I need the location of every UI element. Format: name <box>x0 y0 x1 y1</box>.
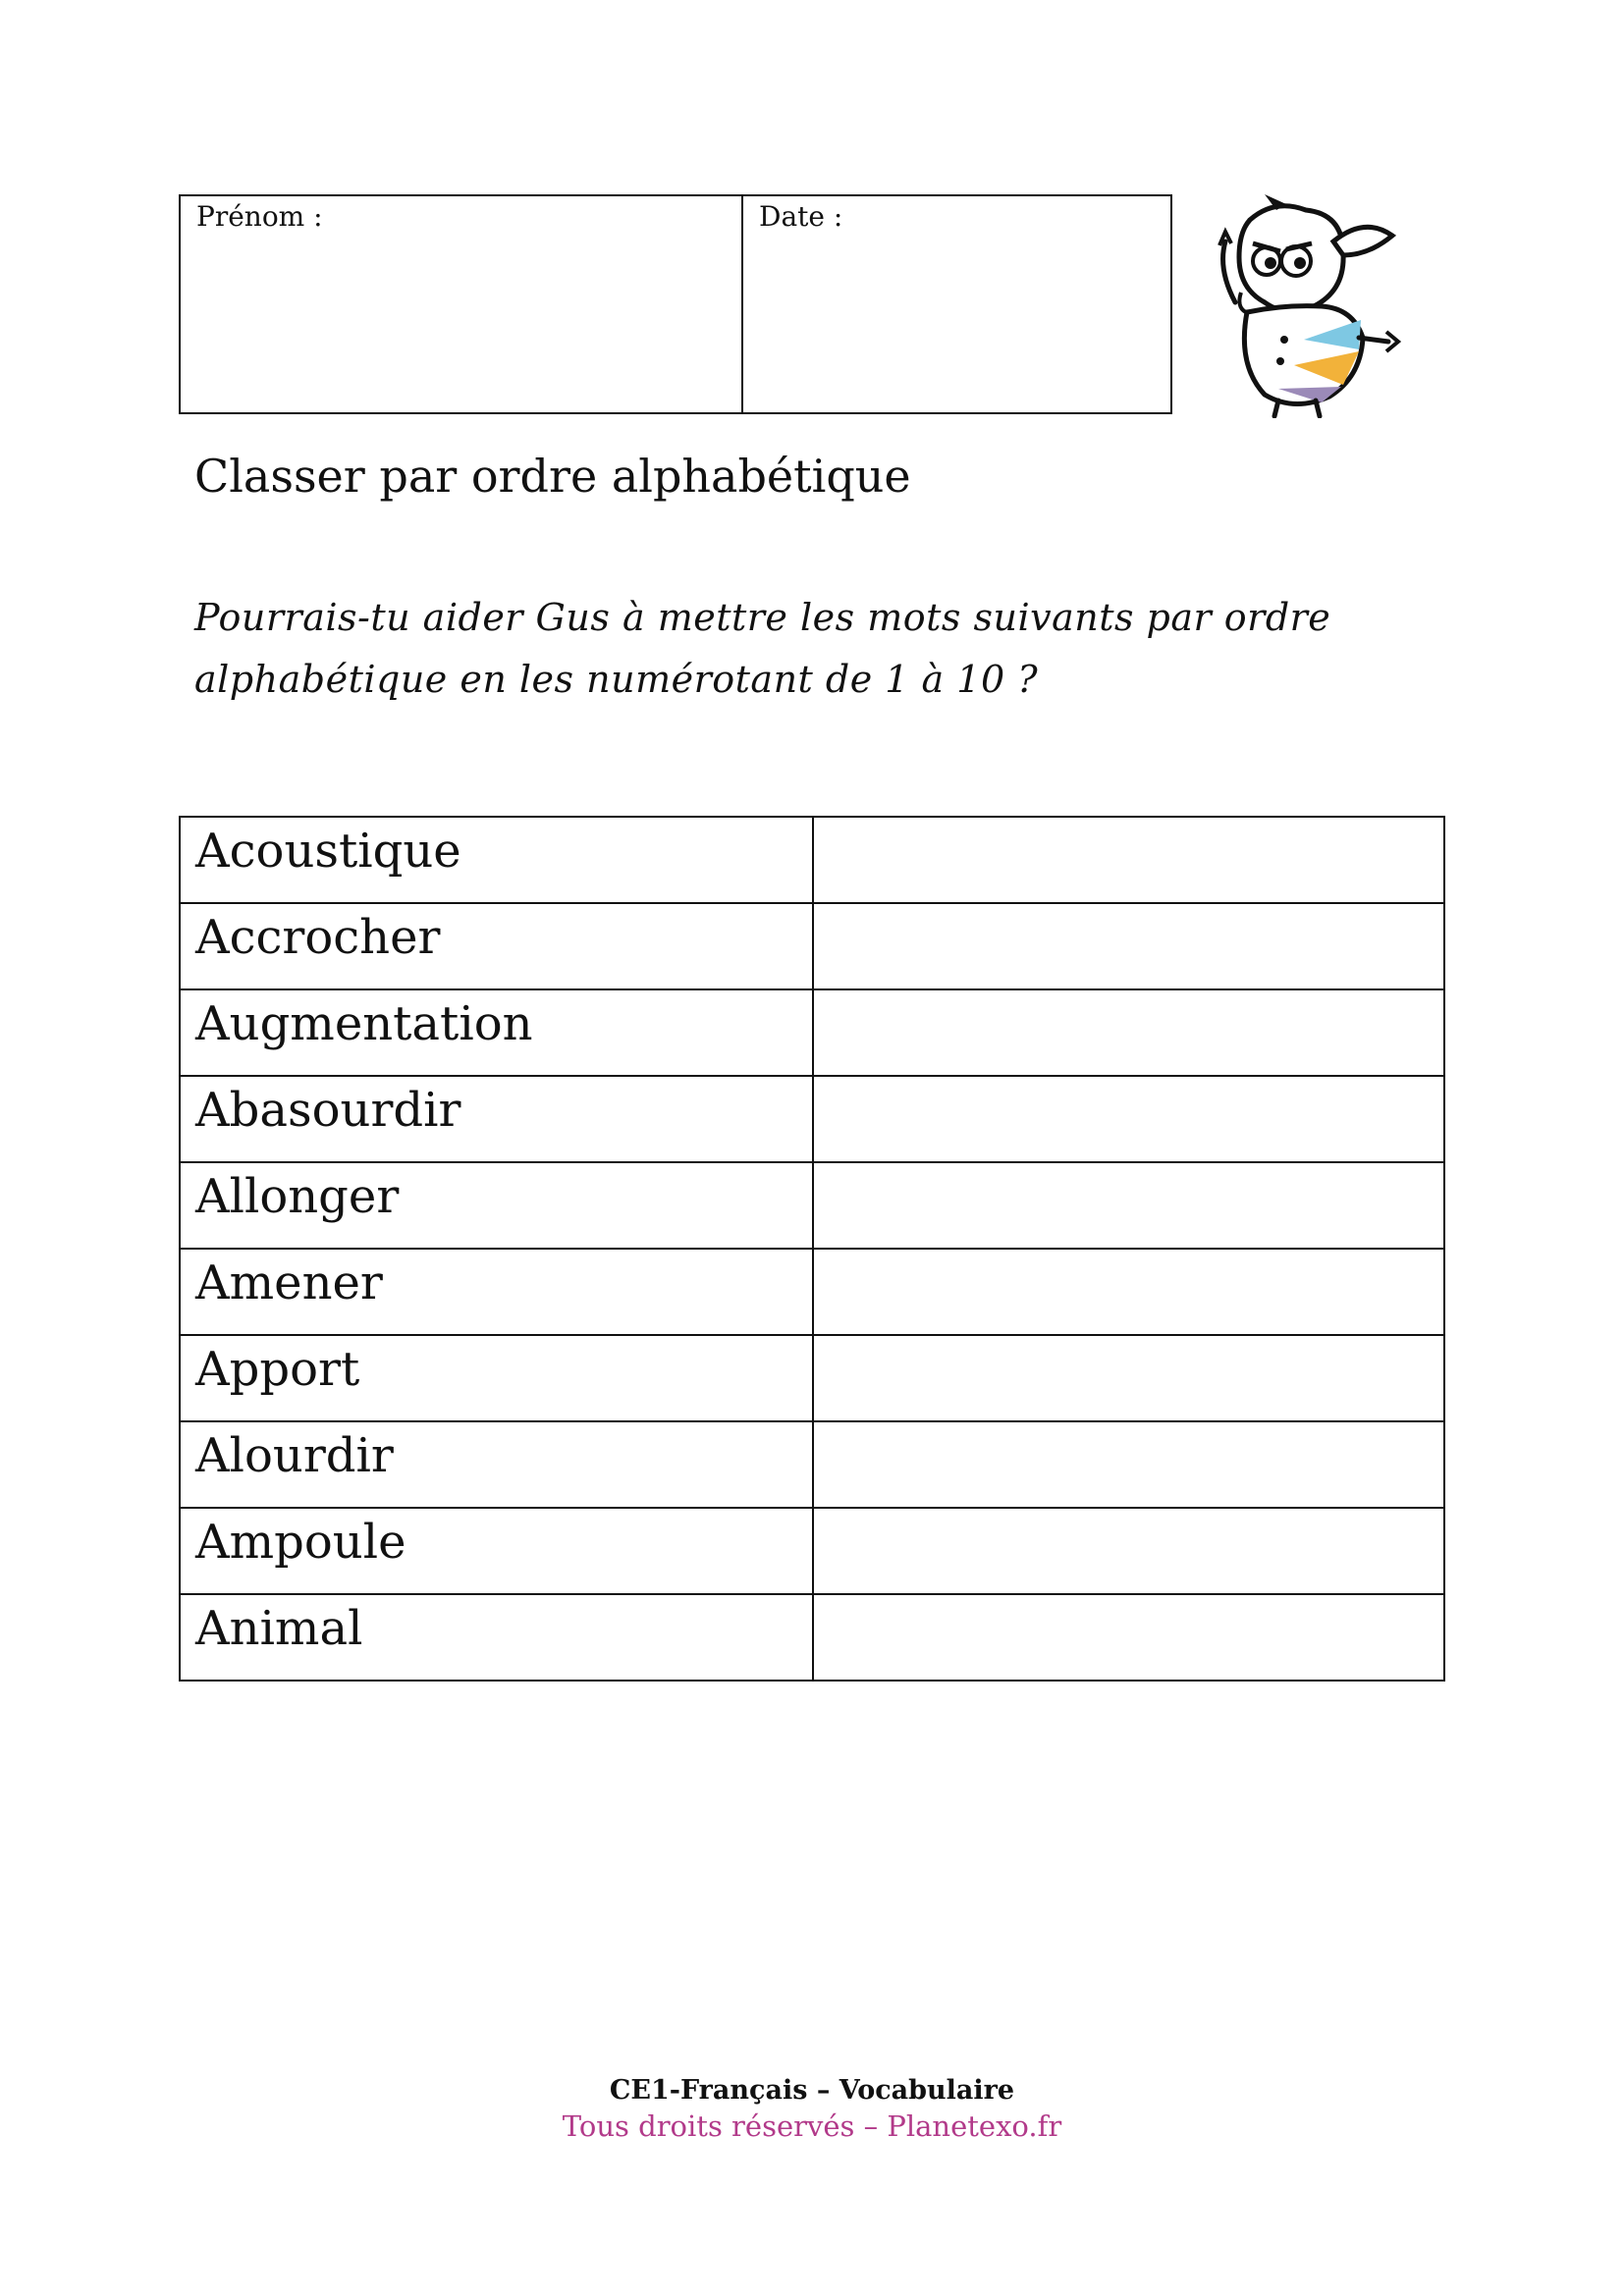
first-name-field[interactable] <box>181 196 743 412</box>
words-table <box>179 816 1445 1682</box>
word-cell: Acoustique <box>180 817 813 903</box>
instruction-line-2: alphabétique en les numérotant de 1 à 10 ? <box>194 658 1039 701</box>
word-cell: Alourdir <box>180 1421 813 1508</box>
number-answer-cell[interactable] <box>813 1594 1444 1681</box>
word-cell: Ampoule <box>180 1508 813 1594</box>
table-row <box>180 1594 1444 1681</box>
exercise-title: Classer par ordre alphabétique <box>194 450 911 503</box>
word-cell: Accrocher <box>180 903 813 989</box>
date-label: Date : <box>759 200 843 233</box>
number-answer-cell[interactable] <box>813 1076 1444 1162</box>
number-answer-cell[interactable] <box>813 989 1444 1076</box>
table-row <box>180 1421 1444 1508</box>
number-answer-cell[interactable] <box>813 1421 1444 1508</box>
table-row <box>180 989 1444 1076</box>
word-cell: Animal <box>180 1594 813 1681</box>
footer-copyright-link[interactable]: Tous droits réservés – Planetexo.fr <box>562 2109 1062 2143</box>
word-cell: Apport <box>180 1335 813 1421</box>
word-cell: Amener <box>180 1249 813 1335</box>
first-name-label: Prénom : <box>196 200 323 233</box>
instruction-line-1: Pourrais-tu aider Gus à mettre les mots suivants par ordre <box>194 596 1331 639</box>
number-answer-cell[interactable] <box>813 1508 1444 1594</box>
table-row <box>180 1249 1444 1335</box>
word-cell: Abasourdir <box>180 1076 813 1162</box>
page-footer <box>0 2075 1624 2143</box>
date-field[interactable] <box>743 196 1170 412</box>
footer-subject: CE1-Français – Vocabulaire <box>609 2075 1015 2106</box>
number-answer-cell[interactable] <box>813 903 1444 989</box>
table-row <box>180 1335 1444 1421</box>
table-row <box>180 1076 1444 1162</box>
table-row <box>180 817 1444 903</box>
word-cell: Augmentation <box>180 989 813 1076</box>
gus-mascot-icon <box>1196 192 1412 418</box>
number-answer-cell[interactable] <box>813 1249 1444 1335</box>
number-answer-cell[interactable] <box>813 1335 1444 1421</box>
number-answer-cell[interactable] <box>813 1162 1444 1249</box>
number-answer-cell[interactable] <box>813 817 1444 903</box>
table-row <box>180 1162 1444 1249</box>
word-cell: Allonger <box>180 1162 813 1249</box>
table-row <box>180 903 1444 989</box>
table-row <box>180 1508 1444 1594</box>
student-info-box <box>179 194 1172 414</box>
exercise-instruction <box>194 587 1461 711</box>
